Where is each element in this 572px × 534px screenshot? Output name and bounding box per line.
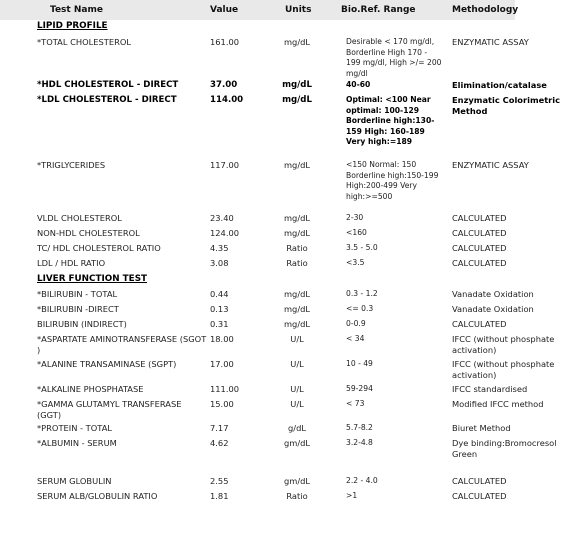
test-name: SERUM ALB/GLOBULIN RATIO xyxy=(37,491,158,501)
test-ref-range: 0-0.9 xyxy=(346,319,366,328)
test-value: 3.08 xyxy=(210,258,229,268)
test-ref-range: 0.3 - 1.2 xyxy=(346,289,378,298)
test-unit: Ratio xyxy=(286,243,308,253)
test-method: CALCULATED xyxy=(452,476,507,486)
test-name: SERUM GLOBULIN xyxy=(37,476,112,486)
header-test-name: Test Name xyxy=(50,5,103,15)
test-value: 15.00 xyxy=(210,399,234,409)
test-name: *ALKALINE PHOSPHATASE xyxy=(37,384,144,394)
test-unit: Ratio xyxy=(286,491,308,501)
test-ref-range: <3.5 xyxy=(346,258,365,267)
test-name: VLDL CHOLESTEROL xyxy=(37,213,122,223)
test-value: 23.40 xyxy=(210,213,234,223)
test-value: 4.35 xyxy=(210,243,229,253)
test-unit: U/L xyxy=(290,334,304,344)
test-unit: g/dL xyxy=(288,423,306,433)
test-name: *ASPARTATE AMINOTRANSFERASE (SGOT ) xyxy=(37,334,207,355)
header-ref-range: Bio.Ref. Range xyxy=(341,5,416,15)
header-units: Units xyxy=(285,5,312,15)
test-unit: mg/dL xyxy=(283,228,311,238)
test-value: 124.00 xyxy=(210,228,240,238)
test-name: LDL / HDL RATIO xyxy=(37,258,106,268)
section-title-lipid-profile: LIPID PROFILE xyxy=(37,21,108,31)
test-unit: U/L xyxy=(290,359,304,369)
test-name: *ALBUMIN - SERUM xyxy=(37,438,117,448)
test-name: *PROTEIN - TOTAL xyxy=(37,423,112,433)
test-name: TC/ HDL CHOLESTEROL RATIO xyxy=(37,243,161,253)
test-method: CALCULATED xyxy=(452,213,507,223)
test-method: CALCULATED xyxy=(452,258,507,268)
test-value: 4.62 xyxy=(210,438,229,448)
test-ref-range: <160 xyxy=(346,228,367,237)
test-name: *GAMMA GLUTAMYL TRANSFERASE (GGT) xyxy=(37,399,182,420)
test-value: 0.44 xyxy=(210,289,229,299)
test-method: Vanadate Oxidation xyxy=(452,304,534,314)
test-method: IFCC standardised xyxy=(452,384,528,394)
test-unit: mg/dL xyxy=(282,80,312,90)
test-unit: mg/dL xyxy=(283,319,311,329)
test-ref-range: 5.7-8.2 xyxy=(346,423,373,432)
section-title-liver-function-test: LIVER FUNCTION TEST xyxy=(37,274,148,284)
test-ref-range: 3.5 - 5.0 xyxy=(346,243,378,252)
test-value: 161.00 xyxy=(210,37,240,47)
test-value: 2.55 xyxy=(210,476,229,486)
test-unit: mg/dL xyxy=(283,304,311,314)
header-value: Value xyxy=(210,5,239,15)
test-method: Vanadate Oxidation xyxy=(452,289,534,299)
test-value: 1.81 xyxy=(210,491,229,501)
test-method: Dye binding:Bromocresol Green xyxy=(452,438,557,459)
test-unit: gm/dL xyxy=(283,438,311,448)
test-value: 111.00 xyxy=(210,384,240,394)
test-method: ENZYMATIC ASSAY xyxy=(452,160,529,170)
test-value: 17.00 xyxy=(210,359,234,369)
header-methodology: Methodology xyxy=(452,5,519,15)
test-ref-range: 59-294 xyxy=(346,384,373,393)
test-value: 0.13 xyxy=(210,304,229,314)
test-value: 7.17 xyxy=(210,423,229,433)
test-name: *HDL CHOLESTEROL - DIRECT xyxy=(37,80,179,90)
test-name: NON-HDL CHOLESTEROL xyxy=(37,228,140,238)
test-method: CALCULATED xyxy=(452,319,507,329)
test-unit: gm/dL xyxy=(283,476,311,486)
test-method: CALCULATED xyxy=(452,243,507,253)
test-ref-range: < 73 xyxy=(346,399,365,408)
test-method: Elimination/catalase xyxy=(452,80,547,90)
test-ref-range: <= 0.3 xyxy=(346,304,374,313)
test-value: 37.00 xyxy=(210,80,238,90)
test-ref-range: < 34 xyxy=(346,334,365,343)
test-ref-range: 2.2 - 4.0 xyxy=(346,476,378,485)
test-value: 18.00 xyxy=(210,334,234,344)
test-name: *TOTAL CHOLESTEROL xyxy=(37,37,132,47)
test-unit: U/L xyxy=(290,384,304,394)
test-method: Modified IFCC method xyxy=(452,399,544,409)
test-method: ENZYMATIC ASSAY xyxy=(452,37,529,47)
test-ref-range: 10 - 49 xyxy=(346,359,373,368)
test-unit: Ratio xyxy=(286,258,308,268)
test-name: *ALANINE TRANSAMINASE (SGPT) xyxy=(37,359,177,369)
test-unit: mg/dL xyxy=(283,289,311,299)
test-name: *LDL CHOLESTEROL - DIRECT xyxy=(37,95,177,105)
test-method: IFCC (without phosphate activation) xyxy=(452,334,555,355)
test-name: BILIRUBIN (INDIRECT) xyxy=(37,319,127,329)
test-unit: U/L xyxy=(290,399,304,409)
test-method: IFCC (without phosphate activation) xyxy=(452,359,555,380)
test-ref-range: Optimal: <100 Near optimal: 100-129 Borderline high:130-159 High: 160-189 Very high:=189 xyxy=(346,95,435,147)
test-unit: mg/dL xyxy=(283,213,311,223)
test-ref-range: 3.2-4.8 xyxy=(346,438,373,447)
test-ref-range: 40-60 xyxy=(346,80,371,89)
test-ref-range: <150 Normal: 150 Borderline high:150-199 High:200-499 Very high:>=500 xyxy=(346,160,439,201)
test-value: 0.31 xyxy=(210,319,229,329)
test-ref-range: Desirable < 170 mg/dl, Borderline High 170 - 199 mg/dl, High >/= 200 mg/dl xyxy=(346,37,442,78)
test-name: *TRIGLYCERIDES xyxy=(37,160,106,170)
test-unit: mg/dL xyxy=(282,95,312,105)
test-value: 117.00 xyxy=(210,160,240,170)
test-name: *BILIRUBIN - TOTAL xyxy=(37,289,118,299)
test-method: Enzymatic Colorimetric Method xyxy=(452,95,561,116)
test-ref-range: 2-30 xyxy=(346,213,364,222)
test-unit: mg/dL xyxy=(283,160,311,170)
test-value: 114.00 xyxy=(210,95,244,105)
test-method: CALCULATED xyxy=(452,228,507,238)
test-method: CALCULATED xyxy=(452,491,507,501)
test-ref-range: >1 xyxy=(346,491,358,500)
table-header xyxy=(0,0,519,20)
test-unit: mg/dL xyxy=(283,37,311,47)
test-method: Biuret Method xyxy=(452,423,511,433)
test-name: *BILIRUBIN -DIRECT xyxy=(37,304,119,314)
